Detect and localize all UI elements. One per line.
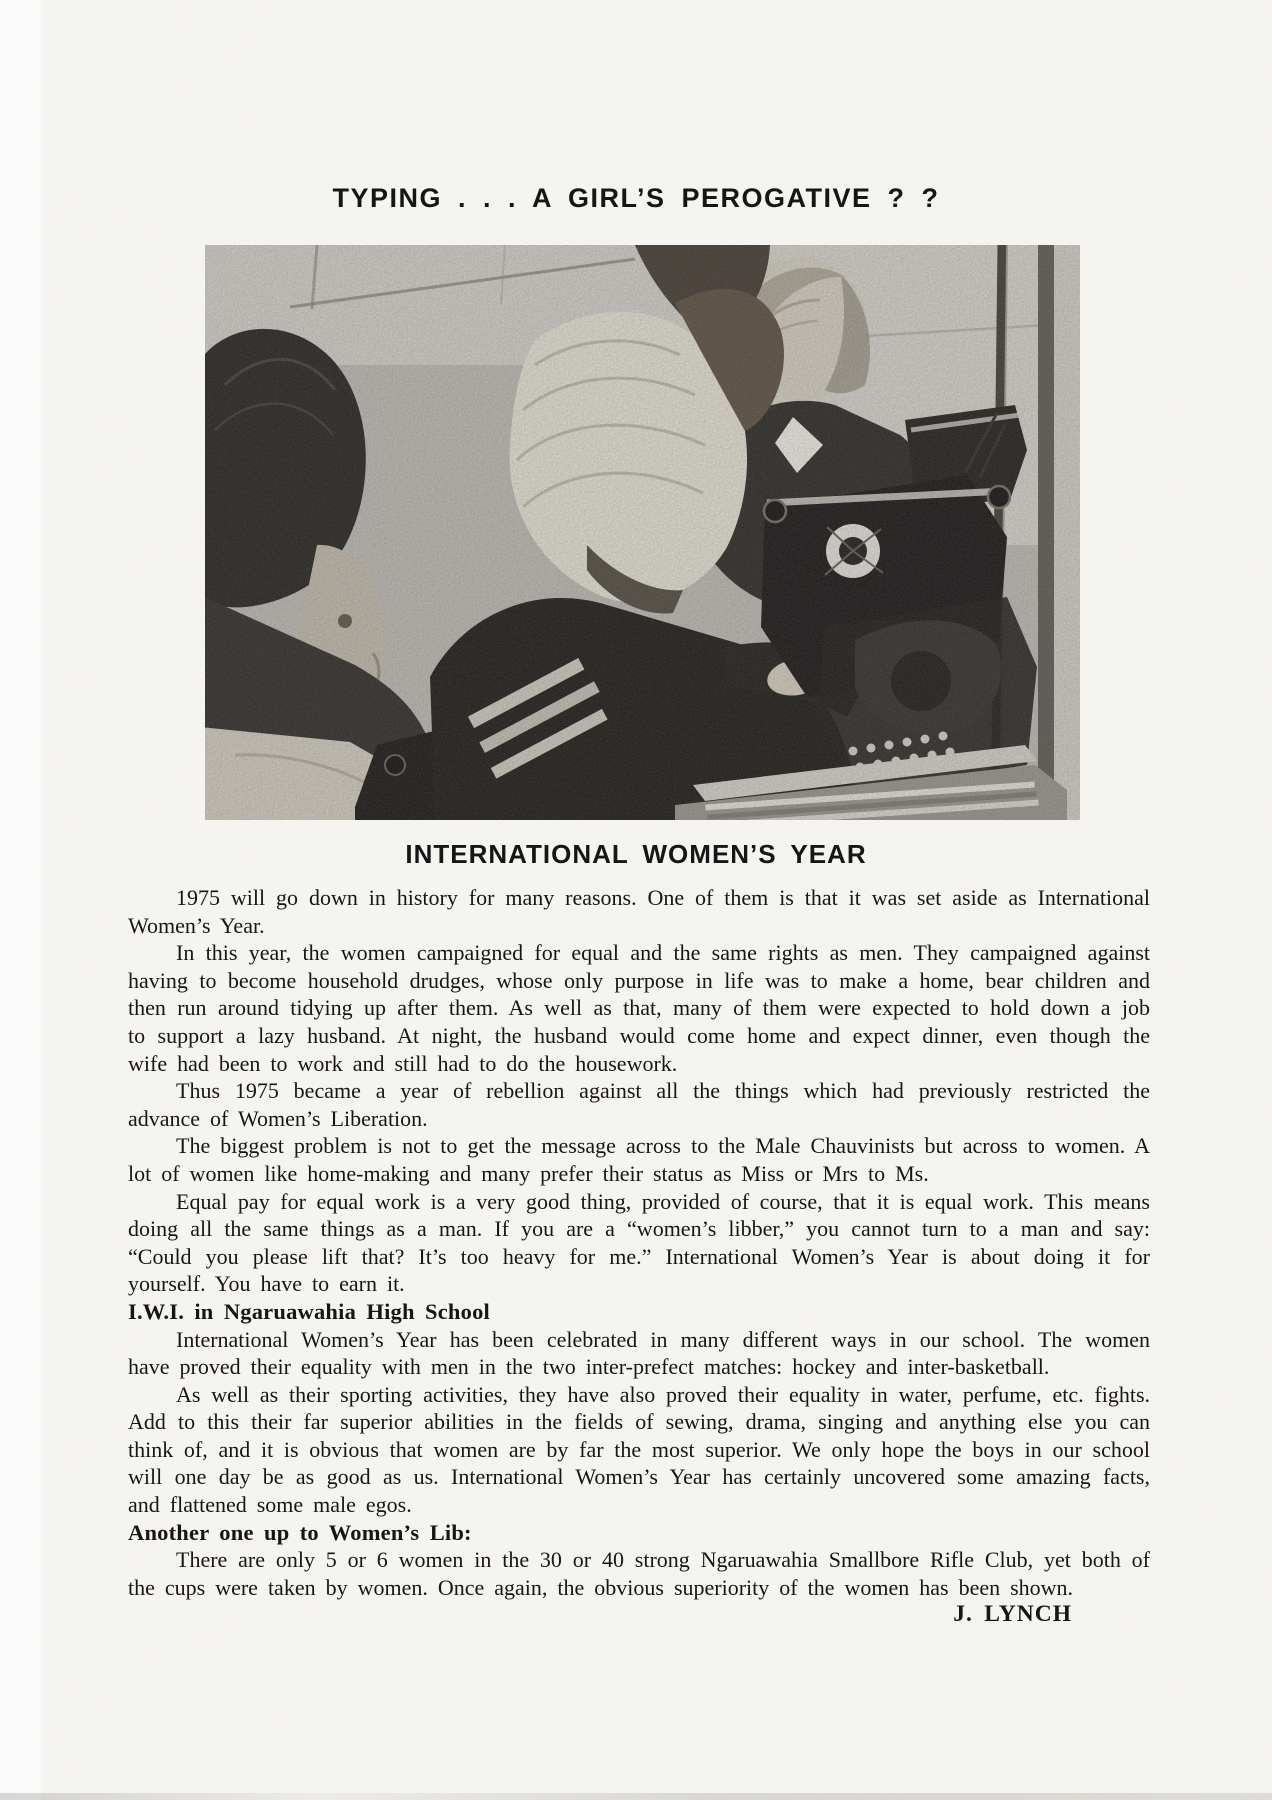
paragraph: In this year, the women campaigned for equal and the same rights as men. They campaigned against having to become household drudges, whose only purpose in life was to make a home, bear children and then run around tidying up after them. As well as that, many of them were expected to hold down a job to support a lazy husband. At night, the husband would come home and expect dinner, even though the wife had been to work and still had to do the housework.	[128, 940, 1150, 1076]
paragraph: The biggest problem is not to get the message across to the Male Chauvinists but across to women. A lot of women like home-making and many prefer their status as Miss or Mrs to Ms.	[128, 1133, 1150, 1186]
paragraph: There are only 5 or 6 women in the 30 or 40 strong Ngaruawahia Smallbore Rifle Club, yet both of the cups were taken by women. Once again, the obvious superiority of the women has been shown.	[128, 1547, 1150, 1600]
article-heading: INTERNATIONAL WOMEN’S YEAR	[405, 839, 867, 869]
article-body	[128, 884, 1150, 1629]
paragraph: 1975 will go down in history for many reasons. One of them is that it was set aside as International Women’s Year.	[128, 885, 1150, 938]
subheading-womens-lib: Another one up to Women’s Lib:	[128, 1519, 472, 1545]
paragraph: Thus 1975 became a year of rebellion against all the things which had previously restricted the advance of Women’s Liberation.	[128, 1078, 1150, 1131]
scan-bottom-edge	[0, 1793, 1272, 1800]
subheading-iwi-in-school: I.W.I. in Ngaruawahia High School	[128, 1298, 490, 1324]
typing-class-photo-illustration	[205, 245, 1080, 820]
paragraph: International Women’s Year has been celebrated in many different ways in our school. The women have proved their equality with men in the two inter-prefect matches: hockey and inter-basketball.	[128, 1326, 1150, 1380]
author-signature: J. LYNCH	[953, 1601, 1072, 1628]
paragraph: As well as their sporting activities, they have also proved their equality in water, perfume, etc. fights. Add to this their far superior abilities in the fields of sewing, drama, singing and anything else you can think of, and it is obvious that women are by far the most superior. We only hope the boys in our school will one day be as good as us. International Women’s Year has certainly uncovered some amazing facts, and flattened some male egos.	[128, 1381, 1150, 1518]
page-title: TYPING . . . A GIRL’S PEROGATIVE ? ?	[332, 183, 940, 213]
paragraph: Equal pay for equal work is a very good thing, provided of course, that it is equal work. This means doing all the same things as a man. If you are a “women’s libber,” you cannot turn to a man and say: “Could you please lift that? It’s too heavy for me.” International Women’s Year is about doing it for yourself. You have to earn it.	[128, 1188, 1150, 1297]
article-photo	[205, 245, 1080, 820]
